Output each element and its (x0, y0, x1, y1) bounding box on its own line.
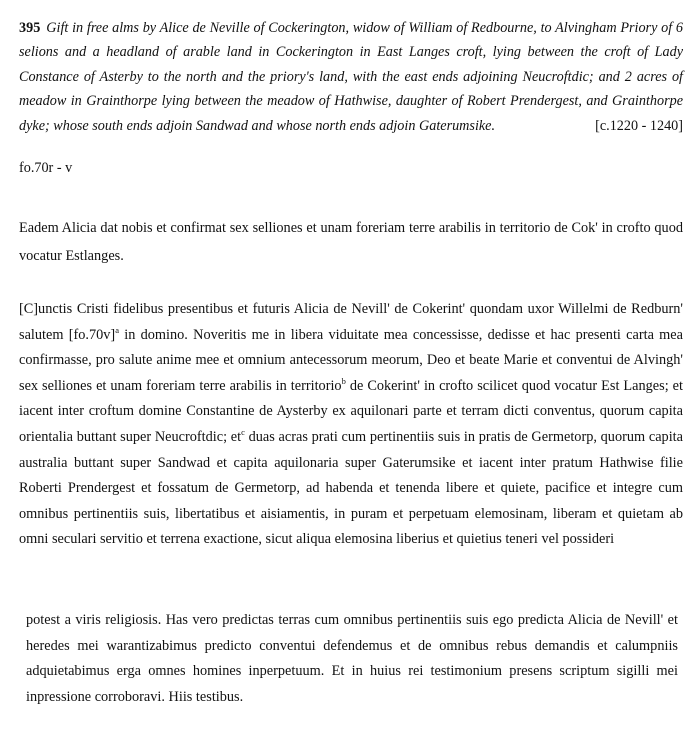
folio-reference: fo.70r - v (19, 160, 73, 176)
footnote-marker-a: a (115, 324, 119, 335)
charter-text-part-3: de Cokerint' in crofto scilicet quod vocatur Est Langes; et iacent inter croftum domine Constantine de Aysterby ex aquilonari parte et terram dicti conventus, quorum capita orientalia buttant super Neucroftdic; et (19, 377, 683, 445)
charter-text-part-1: [C]unctis Cristi fidelibus presentibus et futuris Alicia de Nevill' de Cokerint' quondam uxor Willelmi de Redburn' salutem [fo.70v] (19, 301, 683, 343)
entry-summary: Gift in free alms by Alice de Neville of Cockerington, widow of William of Redbourne, to Alvingham Priory of 6 selions and a headland of arable land in Cockerington in East Langes croft, lying between the croft of Lady Constance of Asterby to the north and the priory's land, with the east ends adjoining Neucroftdic; and 2 acres of meadow in Grainthorpe lying between the meadow of Hathwise, daughter of Robert Prendergest, and Grainthorpe dyke; whose south ends adjoin Sandwad and whose north ends adjoin Gaterumsike. (19, 20, 683, 134)
footnote-marker-b: b (341, 376, 346, 387)
footnote-marker-c: c (241, 427, 245, 438)
charter-text-part-2: in domino. Noveritis me in libera viduitate mea concessisse, dedisse et hac presenti carta mea confirmasse, pro salute anime mee et omnium antecessorum meorum, Deo et beate Marie et conventui de Alvingh' sex selliones et unam foreriam terre arabilis in territorio (19, 326, 683, 394)
rubric-paragraph: Eadem Alicia dat nobis et confirmat sex selliones et unam foreriam terre arabilis in territorio de Cok' in crofto quod vocatur Estlanges. (19, 220, 683, 264)
charter-text (19, 297, 683, 553)
charter-text-continuation: potest a viris religiosis. Has vero predictas terras cum omnibus pertinentiis suis ego predicta Alicia de Nevill' et heredes mei warantizabimus predicto conventui defendemus et de omnibus rebus demandis et calumpniis adquietabimus erga omnes homines inperpetuum. Et in huius rei testimonium presens scriptum sigilli mei inpressione corroboravi. Hiis testibus. (26, 612, 678, 705)
charter-text-part-4: duas acras prati cum pertinentiis suis in pratis de Germetorp, quorum capita australia buttant super Sandwad et capita aquilonaria super Gaterumsike et iacent inter pratum Hathwise filie Roberti Prendergest et fossatum de Germetorp, ad habenda et tenenda libere et quiete, pacifice et integre cum omnibus pertinentiis suis, libertatibus et aisiamentis, in puram et perpetuam elemosinam, liberam et quietam ab omni seculari servitio et terrena exactione, sicut aliqua elemosina liberius et quietius teneri vel possideri (19, 428, 683, 548)
entry-header (19, 16, 683, 138)
entry-date: [c.1220 - 1240] (595, 117, 683, 134)
entry-number: 395 (19, 20, 41, 36)
